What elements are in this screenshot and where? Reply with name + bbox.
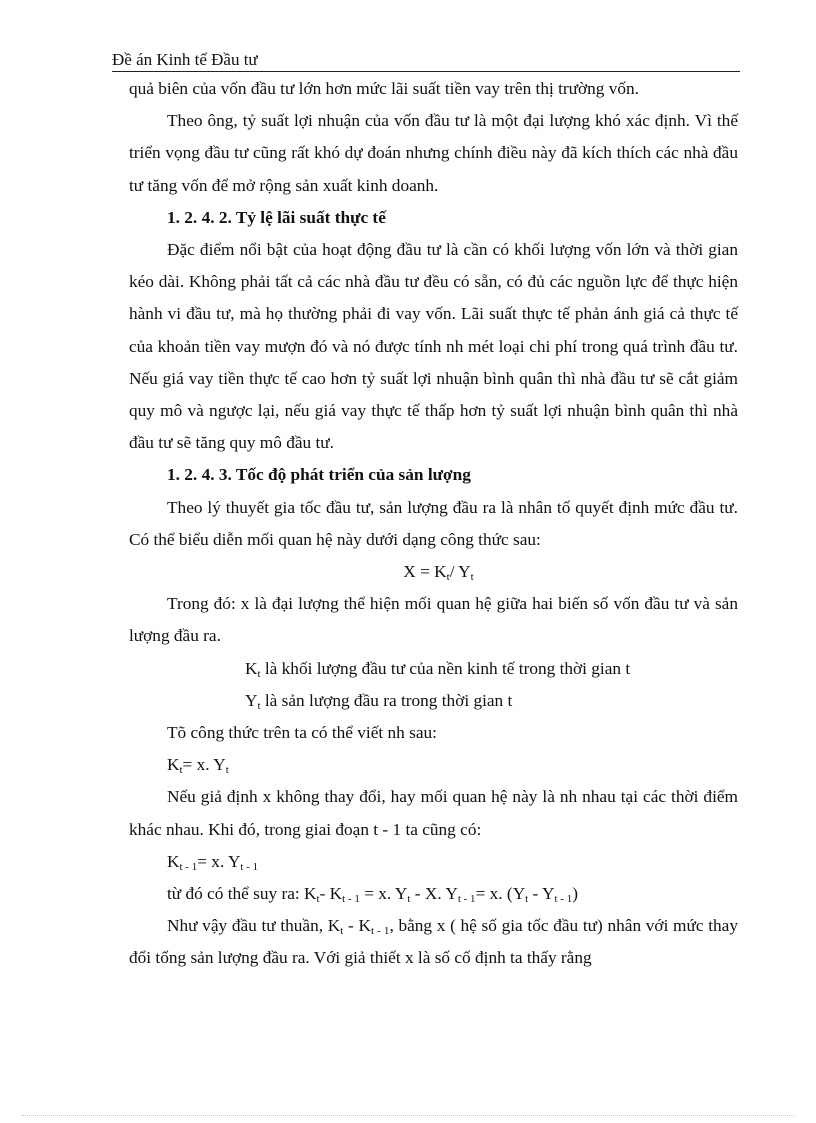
- document-body: [129, 73, 738, 975]
- paragraph: Đặc điểm nổi bật của hoạt động đầu tư là cần có khối lượng vốn lớn và thời gian kéo dài. Không phải tất cả các nhà đầu tư đều có sẵn, có đủ các nguồn lực để thực hiện hành vi đầu tư, mà họ thường phải đi vay vốn. Lãi suất thực tế phản ánh giá cả thực tế của khoản tiền vay mượn đó và nó được tính nh mét loại chi phí trong quá trình đầu tư. Nếu giá vay tiền thực tế cao hơn tỷ suất lợi nhuận bình quân thì nhà đầu tư sẽ cắt giảm quy mô và ngược lại, nếu giá vay thực tế thấp hơn tỷ suất lợi nhuận bình quân thì nhà đầu tư sẽ tăng quy mô đầu tư.: [129, 240, 738, 453]
- section-heading: 1. 2. 4. 3. Tốc độ phát triển của sản lượng: [167, 465, 471, 485]
- definition-y: $Y_t$ là sản lượng đầu ra trong thời gian t: [245, 690, 513, 712]
- paragraph: Nếu giả định x không thay đổi, hay mối quan hệ này là nh nhau tại các thời điểm khác nhau. Khi đó, trong giai đoạn t - 1 ta cũng có:: [129, 787, 738, 839]
- definition-k: $K_t$ là khối lượng đầu tư của nền kinh tế trong thời gian t: [245, 658, 631, 680]
- paragraph-continuation: quả biên của vốn đầu tư lớn hơn mức lãi suất tiền vay trên thị trường vốn.: [129, 79, 639, 98]
- paragraph: Tõ công thức trên ta có thể viết nh sau:: [167, 723, 437, 743]
- section-heading: 1. 2. 4. 2. Tỷ lệ lãi suất thực tế: [167, 207, 386, 227]
- formula-kt-1: $K_{t - 1}= x$. $Y_{t - 1}$: [167, 851, 259, 873]
- paragraph: Như vậy đầu tư thuần, $K_t - K_{t - 1}$, bằng x ( hệ số gia tốc đầu tư) nhân với mức thay đổi tổng sản lượng đầu ra. Với giả thiết x là số cố định ta thấy rằng: [129, 916, 738, 968]
- footer-divider: [22, 1115, 794, 1116]
- formula-derivation: từ đó có thể suy ra: $K_t-$ $K_{t - 1} = x$. $Y_t$ - X. $Y_{t - 1}= x$. $(Y_t - Y_{t - 1})$: [167, 884, 578, 906]
- formula-main: $X = K_t/$ $Y_t$: [403, 562, 474, 584]
- formula-kt: $K_t= x$. $Y_t$: [167, 755, 229, 777]
- page-header: [112, 50, 740, 72]
- paragraph: Theo ông, tỷ suất lợi nhuận của vốn đầu tư là một đại lượng khó xác định. Vì thế triển vọng đầu tư cũng rất khó dự đoán nhưng chính điều này đã kích thích các nhà đầu tư tăng vốn để mở rộng sản xuất kinh doanh.: [129, 111, 738, 195]
- header-title: Đề án Kinh tế Đầu tư: [112, 50, 258, 69]
- paragraph: Theo lý thuyết gia tốc đầu tư, sản lượng đầu ra là nhân tố quyết định mức đầu tư. Có thể biểu diễn mối quan hệ này dưới dạng công thức sau:: [129, 497, 738, 549]
- paragraph: Trong đó: x là đại lượng thể hiện mối quan hệ giữa hai biến số vốn đầu tư và sản lượng đầu ra.: [129, 594, 738, 646]
